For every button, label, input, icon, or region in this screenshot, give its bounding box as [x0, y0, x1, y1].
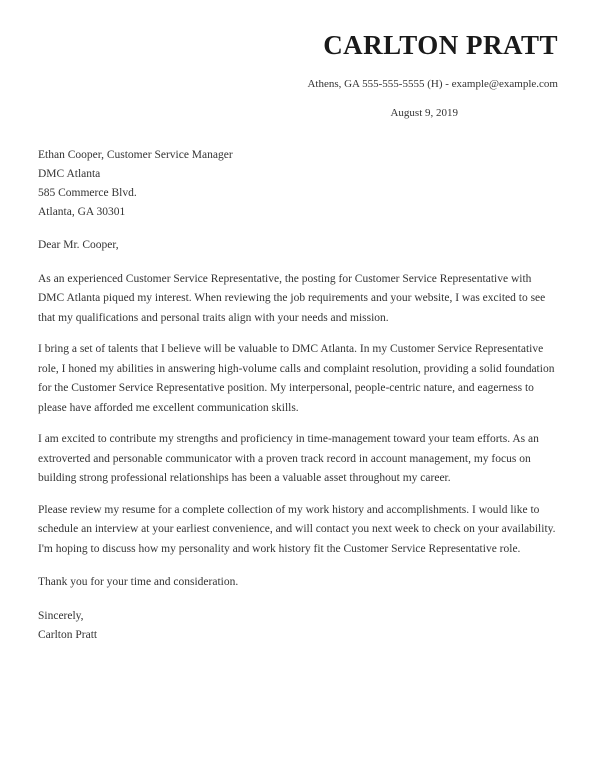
body-paragraph-3: I am excited to contribute my strengths and proficiency in time-management toward your team efforts. As an extroverted and personable communicator with a proven track record in account management, my focus on building strong professional relationships has been a valuable asset throughout my career. — [38, 433, 539, 484]
recipient-company: DMC Atlanta — [38, 168, 101, 180]
letter-date: August 9, 2019 — [390, 107, 458, 119]
body-paragraph-4: Please review my resume for a complete collection of my work history and accomplishments. I would like to schedule an interview at your earliest convenience, and will contact you next week to check on your availability. I'm hoping to discuss how my personality and work history fit the Customer Service Representative role. — [38, 503, 556, 555]
signature-block — [38, 607, 558, 646]
signature-name: Carlton Pratt — [38, 629, 98, 641]
salutation: Dear Mr. Cooper, — [38, 239, 119, 251]
recipient-block — [38, 146, 558, 222]
sender-contact-line: Athens, GA 555-555-5555 (H) - example@example.com — [307, 78, 558, 90]
valediction: Sincerely, — [38, 609, 84, 622]
recipient-city-state-zip: Atlanta, GA 30301 — [38, 206, 126, 218]
sender-name: CARLTON PRATT — [323, 30, 558, 60]
body-paragraph-2: I bring a set of talents that I believe will be valuable to DMC Atlanta. In my Customer Service Representative role, I honed my abilities in answering high-volume calls and complaint resolution, providing a solid foundation for the Customer Service Representative position. My interpersonal, people-centric nature, and eagerness to please have afforded me excellent communication skills. — [38, 343, 555, 414]
recipient-name-title: Ethan Cooper, Customer Service Manager — [38, 149, 233, 161]
recipient-street: 585 Commerce Blvd. — [38, 187, 137, 199]
closing-thanks: Thank you for your time and consideration. — [38, 576, 239, 588]
letter-header — [38, 30, 558, 119]
body-paragraph-1: As an experienced Customer Service Representative, the posting for Customer Service Representative with DMC Atlanta piqued my interest. When reviewing the job requirements and your website, I was excited to see that my qualifications and personal traits align with your needs and mission. — [38, 272, 546, 324]
